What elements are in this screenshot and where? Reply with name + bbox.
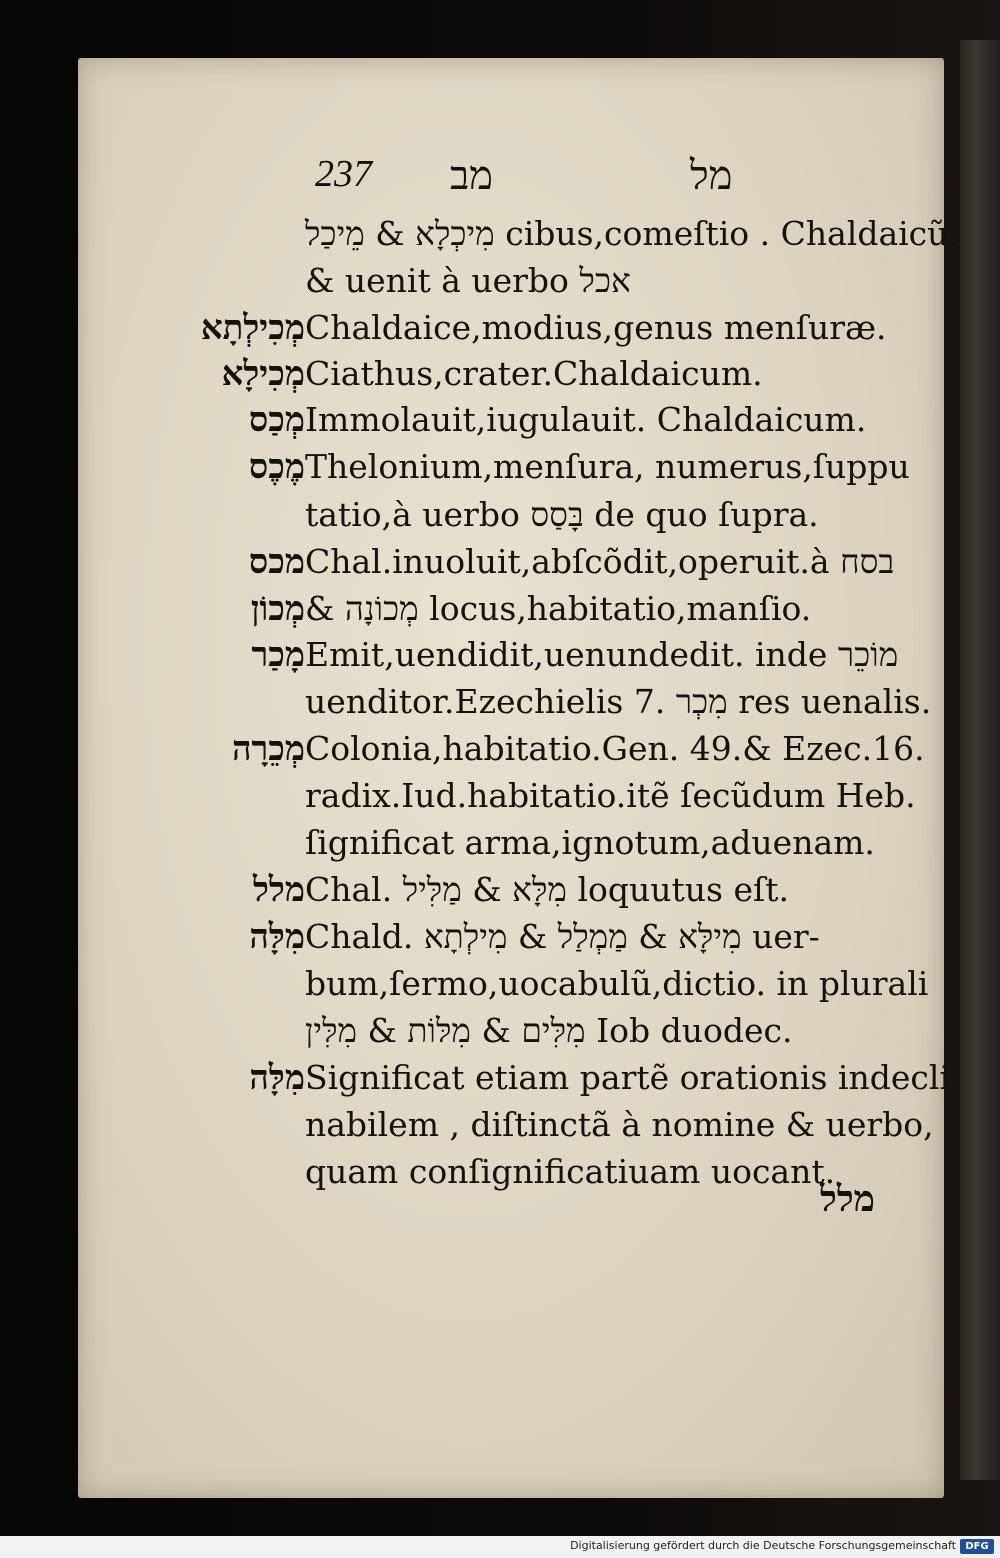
text-line — [0, 491, 828, 539]
lemma-headword: מָכַר — [251, 635, 305, 675]
line-text: Ciathus,crater.Chaldaicum. — [305, 354, 763, 393]
footer-bar — [0, 1536, 1000, 1558]
text-line — [100, 913, 928, 961]
lemma-headword: מְכִילְתָא — [200, 308, 305, 348]
text-line — [100, 1054, 950, 1102]
lemma-headword: מכס — [248, 542, 305, 582]
line-text: nabilem , diſtinctã à nomine & uerbo, — [305, 1105, 934, 1144]
line-text: מִלִּים & מִלּוֹת & מִלִּין Iob duodec. — [305, 1011, 793, 1050]
lemma-headword: מלל — [253, 870, 305, 910]
text-line — [100, 443, 928, 491]
running-head-right: מל — [690, 153, 733, 198]
line-text: radix.Iud.habitatio.itẽ ſecũdum Heb. — [305, 776, 916, 815]
line-text: Immolauit,iugulauit. Chaldaicum. — [305, 400, 867, 439]
line-text: quam conſignificatiuam uocant. — [305, 1152, 836, 1191]
text-line — [0, 678, 932, 726]
text-line — [0, 1101, 934, 1149]
line-text: & uenit à uerbo אכל — [305, 261, 631, 300]
text-line — [0, 960, 929, 1008]
text-line — [0, 819, 875, 867]
text-line — [100, 866, 928, 914]
line-text: Chal.inuoluit,abſcõdit,operuit.à בסח — [305, 542, 895, 581]
line-text: Chald. מִילָּא & מַמְלַל & מִילְתָא uer- — [305, 917, 820, 956]
text-line — [0, 1007, 828, 1055]
text-line — [100, 396, 928, 444]
lemma-headword: מְכַס — [248, 400, 305, 440]
dfg-logo-icon[interactable]: DFG — [960, 1539, 994, 1554]
line-text: Emit,uendidit,uenundedit. inde מוֹכֵר — [305, 635, 899, 674]
text-line — [100, 725, 928, 773]
lemma-headword: מְכֵרָה — [231, 729, 305, 769]
text-line — [0, 257, 828, 305]
line-text: Thelonium,menſura, numerus,ſuppu — [305, 447, 910, 486]
text-line — [100, 538, 928, 586]
text-line — [0, 772, 916, 820]
text-line — [100, 631, 928, 679]
line-text: Chal. מִלָּא & מַלִּיל loquutus eſt. — [305, 870, 789, 909]
lemma-headword: מִלָּה — [249, 1058, 305, 1098]
running-head-center: מב — [450, 153, 493, 198]
lemma-headword: מֶכֶס — [248, 447, 305, 487]
text-line — [100, 585, 928, 633]
lemma-headword: מְכִילָא — [221, 354, 305, 394]
line-text: & מְכוֹנָה locus,habitatio,manſio. — [305, 589, 812, 628]
text-line — [0, 210, 959, 258]
page-folio-number: 237 — [315, 153, 372, 195]
line-text: Chaldaice,modius,genus menſuræ. — [305, 308, 887, 347]
page-edge-shadow — [960, 40, 1000, 1480]
line-text: Colonia,habitatio.Gen. 49.& Ezec.16. — [305, 729, 925, 768]
line-text: bum,ſermo,uocabulũ,dictio. in plurali — [305, 964, 929, 1003]
line-text: tatio,à uerbo בָּסַס de quo ſupra. — [305, 495, 819, 534]
line-text: uenditor.Ezechielis 7. מִכְר res uenalis. — [305, 682, 932, 721]
lemma-headword: מְכוֹן — [250, 589, 305, 629]
line-text: מִיכְלָא & מֵיכַל cibus,comeſtio . Chaldaicũ. — [305, 214, 959, 253]
catchword: מלל — [820, 1179, 876, 1219]
lemma-headword: מִלָּה — [249, 917, 305, 957]
footer-credit: Digitalisierung gefördert durch die Deutsche Forschungsgemeinschaft — [570, 1539, 956, 1552]
text-line — [100, 350, 928, 398]
text-line — [100, 304, 928, 352]
line-text: Significat etiam partẽ orationis indecli — [305, 1058, 950, 1097]
text-line — [0, 1148, 836, 1196]
line-text: ſignificat arma,ignotum,aduenam. — [305, 823, 875, 862]
